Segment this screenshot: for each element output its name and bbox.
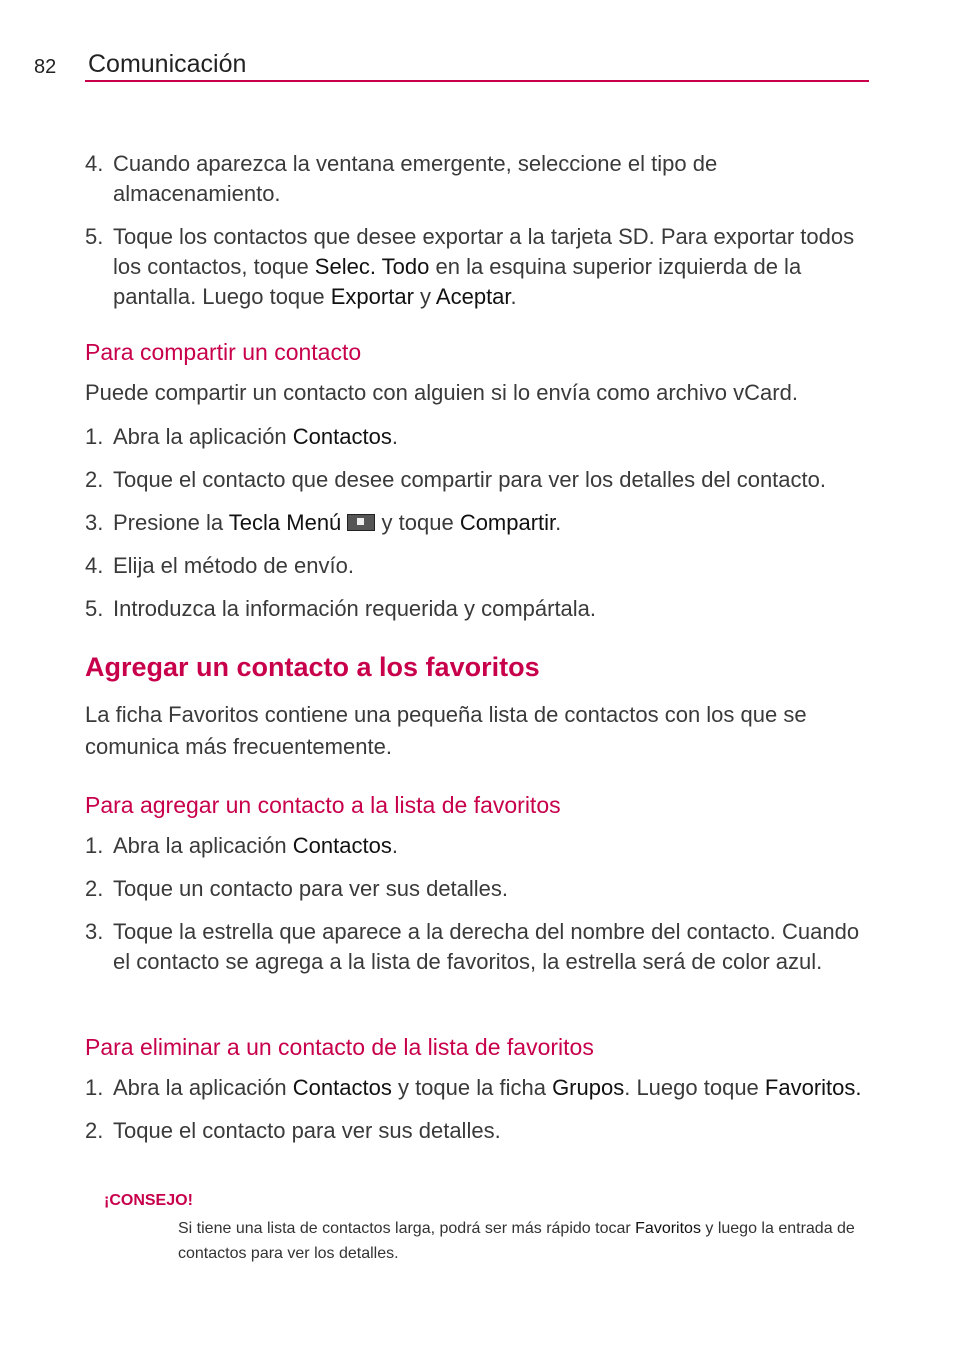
menu-key-icon — [347, 514, 375, 531]
list-item: 2. Toque un contacto para ver sus detalles. — [85, 876, 509, 901]
heading-remove-favorite: Para eliminar a un contacto de la lista de favoritos — [85, 1034, 594, 1060]
list-item: 5. Introduzca la información requerida y compártala. — [85, 596, 597, 621]
list-share — [85, 422, 875, 624]
list-item: 5. Toque los contactos que desee exportar a la tarjeta SD. Para exportar todos los contactos, toque Selec. Todo en la esquina superior izquierda de la pantalla. Luego toque Exportar y Aceptar. — [85, 224, 855, 309]
heading-share: Para compartir un contacto — [85, 339, 362, 365]
favorites-intro: La ficha Favoritos contiene una pequeña lista de contactos con los que se comunica más frecuentemente. — [85, 702, 807, 759]
list-item: 1. Abra la aplicación Contactos. — [85, 424, 398, 449]
list-item: 3. Toque la estrella que aparece a la derecha del nombre del contacto. Cuando el contacto se agrega a la lista de favoritos, la estrella será de color azul. — [85, 919, 860, 974]
list-steps-a — [85, 149, 875, 312]
tip-label: ¡CONSEJO! — [104, 1192, 193, 1209]
tip-text: Si tiene una lista de contactos larga, podrá ser más rápido tocar Favoritos y luego la entrada de contactos para ver los detalles. — [178, 1220, 855, 1262]
list-item: 1. Abra la aplicación Contactos. — [85, 833, 398, 858]
heading-favorites: Agregar un contacto a los favoritos — [85, 652, 540, 682]
heading-add-favorite: Para agregar un contacto a la lista de favoritos — [85, 792, 561, 818]
header-rule — [85, 80, 869, 82]
list-item: 3. Presione la Tecla Menú y toque Compartir. — [85, 510, 562, 535]
share-intro: Puede compartir un contacto con alguien si lo envía como archivo vCard. — [85, 380, 798, 405]
list-item: 1. Abra la aplicación Contactos y toque la ficha Grupos. Luego toque Favoritos. — [85, 1075, 862, 1100]
list-item: 4. Elija el método de envío. — [85, 553, 354, 578]
list-add — [85, 831, 875, 977]
list-item: 4. Cuando aparezca la ventana emergente, seleccione el tipo de almacenamiento. — [85, 151, 718, 206]
list-item: 2. Toque el contacto para ver sus detalles. — [85, 1118, 501, 1143]
page-number: 82 — [34, 56, 57, 78]
section-title: Comunicación — [88, 50, 247, 78]
list-item: 2. Toque el contacto que desee compartir para ver los detalles del contacto. — [85, 467, 826, 492]
list-remove — [85, 1073, 875, 1146]
